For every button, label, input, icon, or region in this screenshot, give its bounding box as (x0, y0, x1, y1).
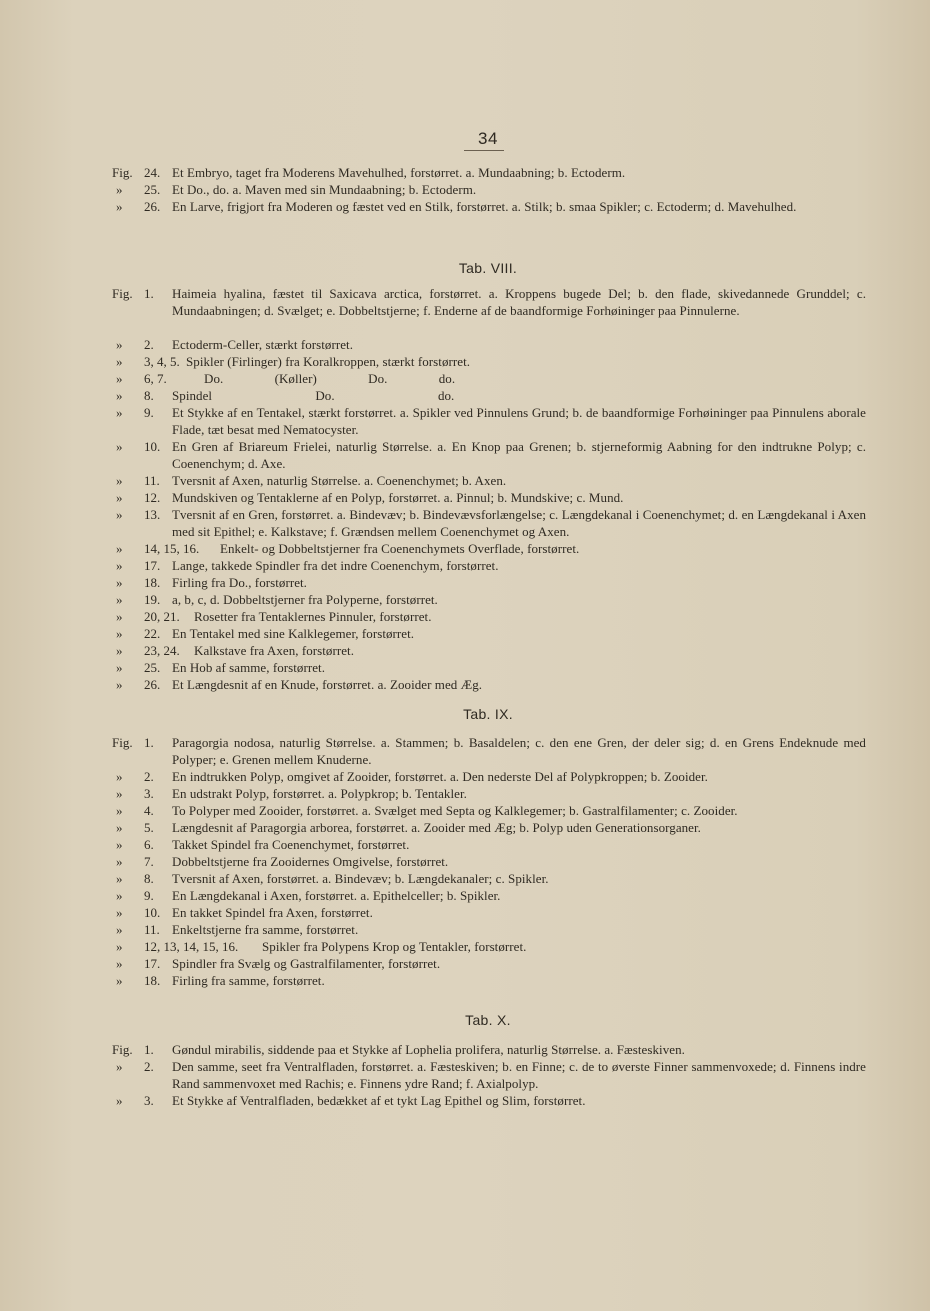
fig-caption: Et Længdesnit af en Knude, forstørret. a. Zooider med Æg. (172, 677, 483, 692)
fig-caption: En indtrukken Polyp, omgivet af Zooider, forstørret. a. Den nederste Del af Polypkroppen; b. Zooider. (172, 769, 708, 784)
list-item (0, 1058, 930, 1092)
section-title-tab-x: Tab. X. (465, 1012, 511, 1028)
fig-caption: Spindler fra Svælg og Gastralfilamenter, forstørret. (172, 956, 441, 971)
fig-caption: Den samme, seet fra Ventralfladen, forstørret. a. Fæsteskiven; b. en Finne; c. de to øverste Finner sammenvoxede; d. Finnens indre Rand sammenvoxet med Rachis; e. Finnens ydre Rand; f. Axialpolyp. (172, 1059, 866, 1091)
fig-caption: Spindel Do. do. (172, 388, 455, 403)
fig-caption: Et Do., do. a. Maven med sin Mundaabning; b. Ectoderm. (172, 182, 477, 197)
list-item (0, 768, 930, 785)
fig-caption: Enkeltstjerne fra samme, forstørret. (172, 922, 359, 937)
fig-caption: En Længdekanal i Axen, forstørret. a. Epithelceller; b. Spikler. (172, 888, 501, 903)
fig-number: 24. (144, 165, 161, 180)
fig-label: » (116, 973, 123, 988)
fig-caption: Firling fra samme, forstørret. (172, 973, 325, 988)
fig-caption: Kalkstave fra Axen, forstørret. (194, 643, 355, 658)
fig-number: 14, 15, 16. (144, 541, 200, 556)
fig-label: Fig. (112, 165, 133, 180)
fig-caption: Do. (Køller) Do. do. (204, 371, 456, 386)
fig-caption: Længdesnit af Paragorgia arborea, forstørret. a. Zooider med Æg; b. Polyp uden Generationsorganer. (172, 820, 701, 835)
list-item (0, 608, 930, 625)
fig-caption: Lange, takkede Spindler fra det indre Coenenchym, forstørret. (172, 558, 499, 573)
list-item (0, 870, 930, 887)
fig-number: 2. (144, 769, 154, 784)
fig-label: » (116, 1059, 123, 1074)
list-item (0, 438, 930, 472)
fig-number: 2. (144, 1059, 154, 1074)
list-item (0, 181, 930, 198)
fig-number: 5. (144, 820, 154, 835)
fig-label: » (116, 786, 123, 801)
list-item (0, 819, 930, 836)
fig-label: » (116, 803, 123, 818)
fig-label: » (116, 575, 123, 590)
fig-label: » (116, 473, 123, 488)
list-item (0, 659, 930, 676)
section-title-tab-ix: Tab. IX. (463, 706, 513, 722)
fig-number: 9. (144, 405, 154, 420)
fig-caption: Rosetter fra Tentaklernes Pinnuler, forstørret. (194, 609, 432, 624)
fig-label: » (116, 354, 123, 369)
fig-caption: Spikler fra Polypens Krop og Tentakler, forstørret. (262, 939, 527, 954)
list-item (0, 938, 930, 955)
fig-number: 1. (144, 286, 154, 301)
fig-label: Fig. (112, 735, 133, 750)
fig-caption: Et Stykke af Ventralfladen, bedækket af et tykt Lag Epithel og Slim, forstørret. (172, 1093, 586, 1108)
fig-caption: En udstrakt Polyp, forstørret. a. Polypkrop; b. Tentakler. (172, 786, 467, 801)
fig-label: » (116, 643, 123, 658)
tab-viii-list (0, 285, 930, 693)
fig-label: » (116, 609, 123, 624)
fig-caption: To Polyper med Zooider, forstørret. a. Svælget med Septa og Kalklegemer; b. Gastralfilamenter; c. Zooider. (172, 803, 738, 818)
fig-number: 23, 24. (144, 643, 180, 658)
fig-label: » (116, 1093, 123, 1108)
list-item (0, 557, 930, 574)
fig-caption: Firling fra Do., forstørret. (172, 575, 307, 590)
fig-caption: a, b, c, d. Dobbeltstjerner fra Polyperne, forstørret. (172, 592, 438, 607)
fig-label: » (116, 541, 123, 556)
fig-caption: Et Stykke af en Tentakel, stærkt forstørret. a. Spikler ved Pinnulens Grund; b. de baandformige Forhøininger paa Pinnulens aborale Flade, tæt besat med Nematocyster. (172, 405, 866, 437)
list-item (0, 1092, 930, 1109)
list-item (0, 802, 930, 819)
list-item (0, 489, 930, 506)
list-item (0, 370, 930, 387)
fig-label: » (116, 626, 123, 641)
fig-number: 6, 7. (144, 371, 167, 386)
fig-label: Fig. (112, 1042, 133, 1057)
fig-caption: Takket Spindel fra Coenenchymet, forstørret. (172, 837, 410, 852)
fig-caption: En Hob af samme, forstørret. (172, 660, 326, 675)
fig-number: 8. (144, 388, 154, 403)
fig-caption: Et Embryo, taget fra Moderens Mavehulhed, forstørret. a. Mundaabning; b. Ectoderm. (172, 165, 626, 180)
fig-number: 8. (144, 871, 154, 886)
list-item (0, 285, 930, 336)
fig-number: 22. (144, 626, 161, 641)
fig-caption: Ectoderm-Celler, stærkt forstørret. (172, 337, 354, 352)
fig-number: 10. (144, 439, 161, 454)
fig-number: 1. (144, 1042, 154, 1057)
list-item (0, 836, 930, 853)
fig-label: » (116, 922, 123, 937)
list-item (0, 785, 930, 802)
fig-number: 6. (144, 837, 154, 852)
fig-caption: Tversnit af Axen, naturlig Størrelse. a. Coenenchymet; b. Axen. (172, 473, 507, 488)
fig-number: 26. (144, 199, 161, 214)
fig-number: 13. (144, 507, 161, 522)
list-item (0, 164, 930, 181)
fig-label: » (116, 592, 123, 607)
fig-number: 7. (144, 854, 154, 869)
fig-number: 17. (144, 558, 161, 573)
list-item (0, 198, 930, 232)
fig-caption: Dobbeltstjerne fra Zooidernes Omgivelse, forstørret. (172, 854, 449, 869)
fig-label: » (116, 837, 123, 852)
list-item (0, 472, 930, 489)
fig-number: 12. (144, 490, 161, 505)
fig-number: 25. (144, 182, 161, 197)
list-item (0, 1041, 930, 1058)
list-item (0, 853, 930, 870)
fig-number: 20, 21. (144, 609, 180, 624)
fig-caption: Tversnit af Axen, forstørret. a. Bindevæv; b. Længdekanaler; c. Spikler. (172, 871, 549, 886)
list-item (0, 904, 930, 921)
fig-label: » (116, 199, 123, 214)
fig-number: 4. (144, 803, 154, 818)
fig-number: 2. (144, 337, 154, 352)
fig-caption: En Tentakel med sine Kalklegemer, forstørret. (172, 626, 415, 641)
list-item (0, 574, 930, 591)
fig-number: 18. (144, 575, 161, 590)
fig-caption: En Gren af Briareum Frielei, naturlig Størrelse. a. En Knop paa Grenen; b. stjerneformig Aabning for den indtrukne Polyp; c. Coenenchym; d. Axe. (172, 439, 866, 471)
fig-number: 3. (144, 1093, 154, 1108)
list-item (0, 642, 930, 659)
fig-label: » (116, 820, 123, 835)
list-item (0, 506, 930, 540)
fig-label: » (116, 905, 123, 920)
fig-label: » (116, 558, 123, 573)
fig-label: » (116, 769, 123, 784)
fig-label: Fig. (112, 286, 133, 301)
fig-label: » (116, 871, 123, 886)
fig-number: 10. (144, 905, 161, 920)
fig-caption: Mundskiven og Tentaklerne af en Polyp, forstørret. a. Pinnul; b. Mundskive; c. Mund. (172, 490, 624, 505)
fig-label: » (116, 337, 123, 352)
fig-label: » (116, 388, 123, 403)
fig-label: » (116, 677, 123, 692)
fig-label: » (116, 956, 123, 971)
fig-number: 26. (144, 677, 161, 692)
page-number: 34 (478, 129, 498, 148)
fig-number: 3, 4, 5. (144, 354, 180, 369)
list-item (0, 540, 930, 557)
list-item (0, 625, 930, 642)
list-item (0, 676, 930, 693)
page-number-rule (464, 150, 504, 151)
fig-label: » (116, 507, 123, 522)
fig-caption: Tversnit af en Gren, forstørret. a. Bindevæv; b. Bindevævsforlængelse; c. Længdekanal i Coenenchymet; d. en Længdekanal i Axen med sit Epithel; e. Kalkstave; f. Grændsen mellem Coenenchymet og Axen. (172, 507, 866, 539)
fig-label: » (116, 939, 123, 954)
fig-number: 12, 13, 14, 15, 16. (144, 939, 239, 954)
fig-number: 18. (144, 973, 161, 988)
list-item (0, 972, 930, 989)
fig-caption: Haimeia hyalina, fæstet til Saxicava arctica, forstørret. a. Kroppens bugede Del; b. den flade, skivedannede Grunddel; c. Mundaabningen; d. Svælget; e. Dobbeltstjerne; f. Enderne af de baandformige Forhøininger paa Pinnulerne. (172, 286, 866, 318)
fig-caption: Enkelt- og Dobbeltstjerner fra Coenenchymets Overflade, forstørret. (220, 541, 580, 556)
fig-number: 19. (144, 592, 161, 607)
fig-number: 9. (144, 888, 154, 903)
fig-label: » (116, 439, 123, 454)
list-item (0, 734, 930, 768)
list-item (0, 404, 930, 438)
fig-number: 11. (144, 922, 160, 937)
intro-list (0, 164, 930, 232)
fig-caption: Spikler (Firlinger) fra Koralkroppen, stærkt forstørret. (186, 354, 471, 369)
fig-caption: En Larve, frigjort fra Moderen og fæstet ved en Stilk, forstørret. a. Stilk; b. smaa Spikler; c. Ectoderm; d. Mavehulhed. (172, 199, 797, 214)
fig-caption: En takket Spindel fra Axen, forstørret. (172, 905, 373, 920)
fig-caption: Gøndul mirabilis, siddende paa et Stykke af Lophelia prolifera, naturlig Størrelse. a. Fæsteskiven. (172, 1042, 685, 1057)
fig-label: » (116, 371, 123, 386)
tab-x-list (0, 1041, 930, 1109)
list-item (0, 591, 930, 608)
tab-ix-list (0, 734, 930, 989)
fig-number: 11. (144, 473, 160, 488)
fig-number: 17. (144, 956, 161, 971)
fig-caption: Paragorgia nodosa, naturlig Størrelse. a. Stammen; b. Basaldelen; c. den ene Gren, der deler sig; d. en Grens Endeknude med Polyper; e. Grenen mellem Knuderne. (172, 735, 866, 767)
fig-number: 1. (144, 735, 154, 750)
fig-label: » (116, 405, 123, 420)
fig-label: » (116, 182, 123, 197)
list-item (0, 387, 930, 404)
fig-number: 25. (144, 660, 161, 675)
fig-label: » (116, 490, 123, 505)
list-item (0, 353, 930, 370)
list-item (0, 921, 930, 938)
fig-label: » (116, 854, 123, 869)
fig-number: 3. (144, 786, 154, 801)
fig-label: » (116, 888, 123, 903)
list-item (0, 955, 930, 972)
list-item (0, 336, 930, 353)
section-title-tab-viii: Tab. VIII. (458, 260, 518, 276)
fig-label: » (116, 660, 123, 675)
list-item (0, 887, 930, 904)
